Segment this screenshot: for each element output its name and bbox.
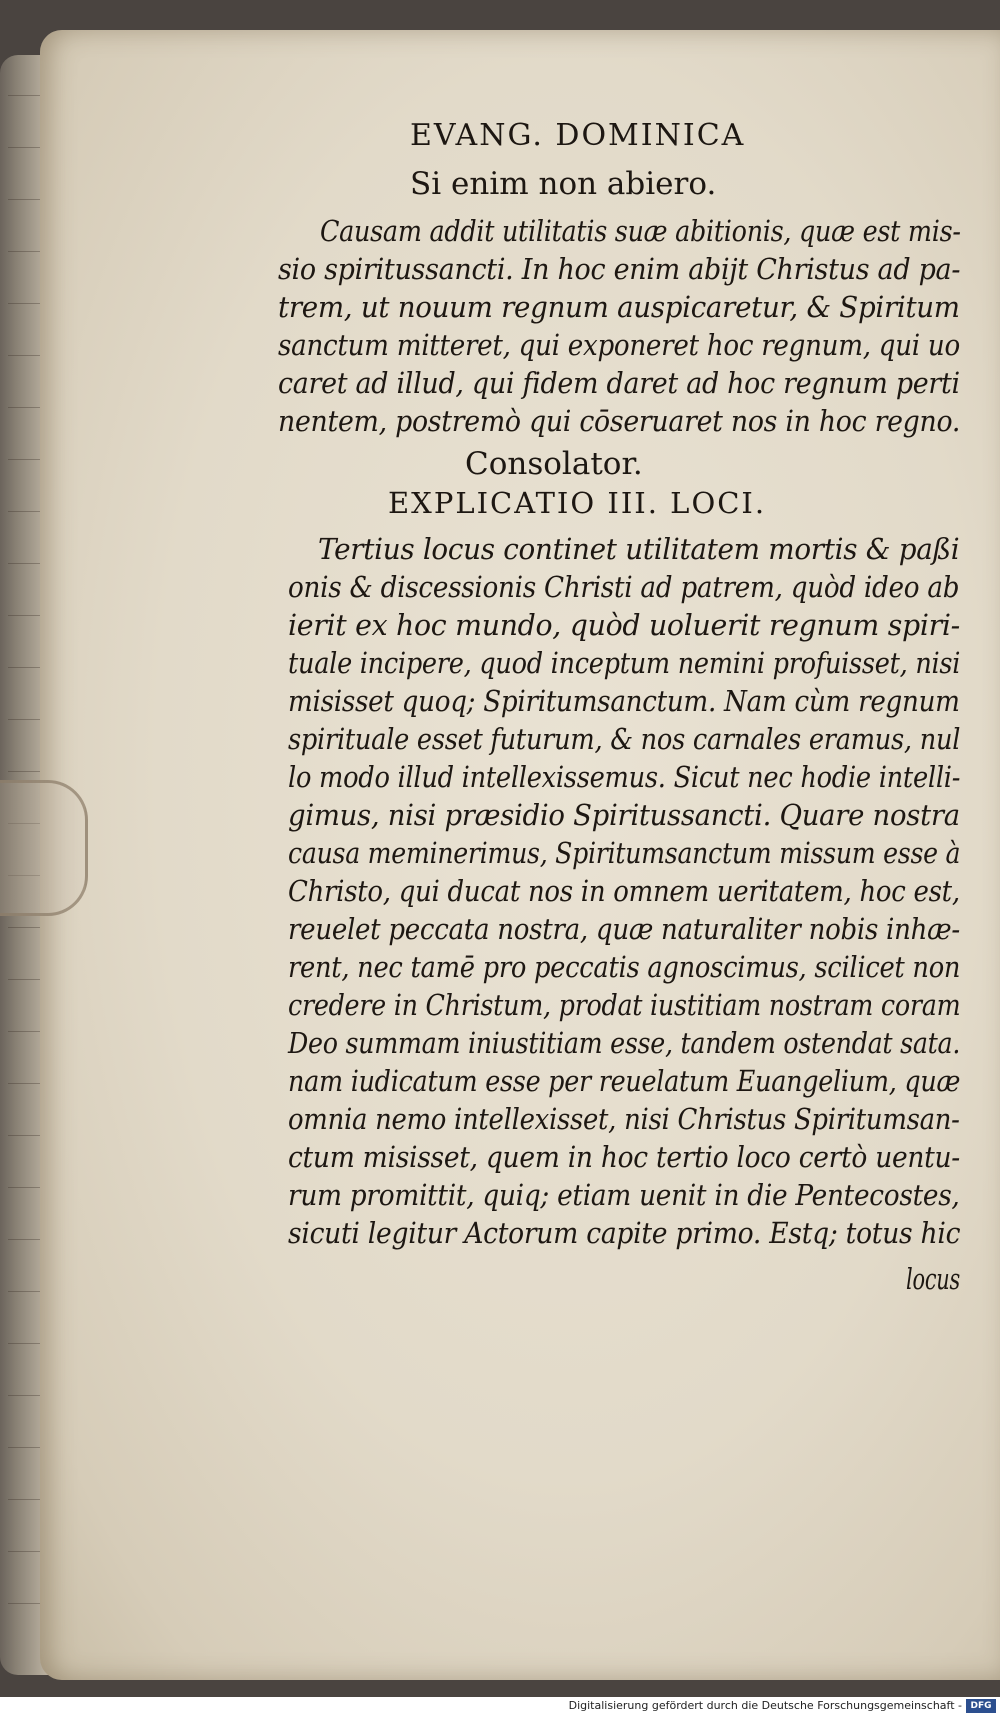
text-line: Deo summam iniustitiam esse, tandem ostendat sata. — [288, 1026, 961, 1060]
text-line: omnia nemo intellexisset, nisi Christus Spiritumsan- — [288, 1102, 960, 1136]
catchword: locus — [906, 1262, 961, 1296]
text-line: nentem, postremò qui cōseruaret nos in hoc regno. — [278, 404, 961, 438]
text-line: ctum misisset, quem in hoc tertio loco certò uentu- — [288, 1140, 960, 1174]
text-line: onis & discessionis Christi ad patrem, quòd ideo ab — [288, 570, 960, 604]
text-line: reuelet peccata nostra, quæ naturaliter nobis inhæ- — [288, 912, 960, 946]
text-line: sicuti legitur Actorum capite primo. Estq; totus hic — [288, 1216, 961, 1250]
text-line: credere in Christum, prodat iustitiam nostram coram — [288, 988, 961, 1022]
book-clasp — [0, 780, 88, 916]
text-line: rum promittit, quiq; etiam uenit in die Pentecostes, — [288, 1178, 960, 1212]
text-line: sio spiritussancti. In hoc enim abijt Christus ad pa- — [278, 252, 961, 286]
text-line: rent, nec tamē pro peccatis agnoscimus, scilicet non — [288, 950, 961, 984]
section-heading-si-enim: Si enim non abiero. — [410, 166, 717, 202]
text-line: gimus, nisi præsidio Spiritussancti. Quare nostra — [288, 798, 960, 832]
text-line: tuale incipere, quod inceptum nemini profuisset, nisi — [288, 646, 961, 680]
section-heading-consolator: Consolator. — [465, 446, 643, 482]
section-heading-explicatio: EXPLICATIO III. LOCI. — [388, 486, 767, 520]
text-line: caret ad illud, qui fidem daret ad hoc regnum perti — [278, 366, 960, 400]
text-line: spirituale esset futurum, & nos carnales eramus, nul — [288, 722, 961, 756]
text-line: nam iudicatum esse per reuelatum Euangelium, quæ — [288, 1064, 961, 1098]
footer-credit: Digitalisierung gefördert durch die Deutsche Forschungsgemeinschaft - — [568, 1699, 962, 1712]
footer-bar — [0, 1697, 1000, 1716]
dfg-logo: DFG — [966, 1699, 996, 1713]
text-line: causa meminerimus, Spiritumsanctum missum esse à — [288, 836, 961, 870]
text-line: ierit ex hoc mundo, quòd uoluerit regnum spiri- — [288, 608, 960, 642]
text-line: trem, ut nouum regnum auspicaretur, & Spiritum — [278, 290, 960, 324]
text-line: sanctum mitteret, qui exponeret hoc regnum, qui uo — [278, 328, 960, 362]
text-line: misisset quoq; Spiritumsanctum. Nam cùm regnum — [288, 684, 960, 718]
text-line: Christo, qui ducat nos in omnem ueritatem, hoc est, — [288, 874, 960, 908]
text-line: Tertius locus continet utilitatem mortis & paßi — [318, 532, 960, 566]
running-head: EVANG. DOMINICA — [410, 118, 746, 153]
text-line: Causam addit utilitatis suæ abitionis, quæ est mis- — [320, 214, 961, 248]
text-line: lo modo illud intellexissemus. Sicut nec hodie intelli- — [288, 760, 961, 794]
